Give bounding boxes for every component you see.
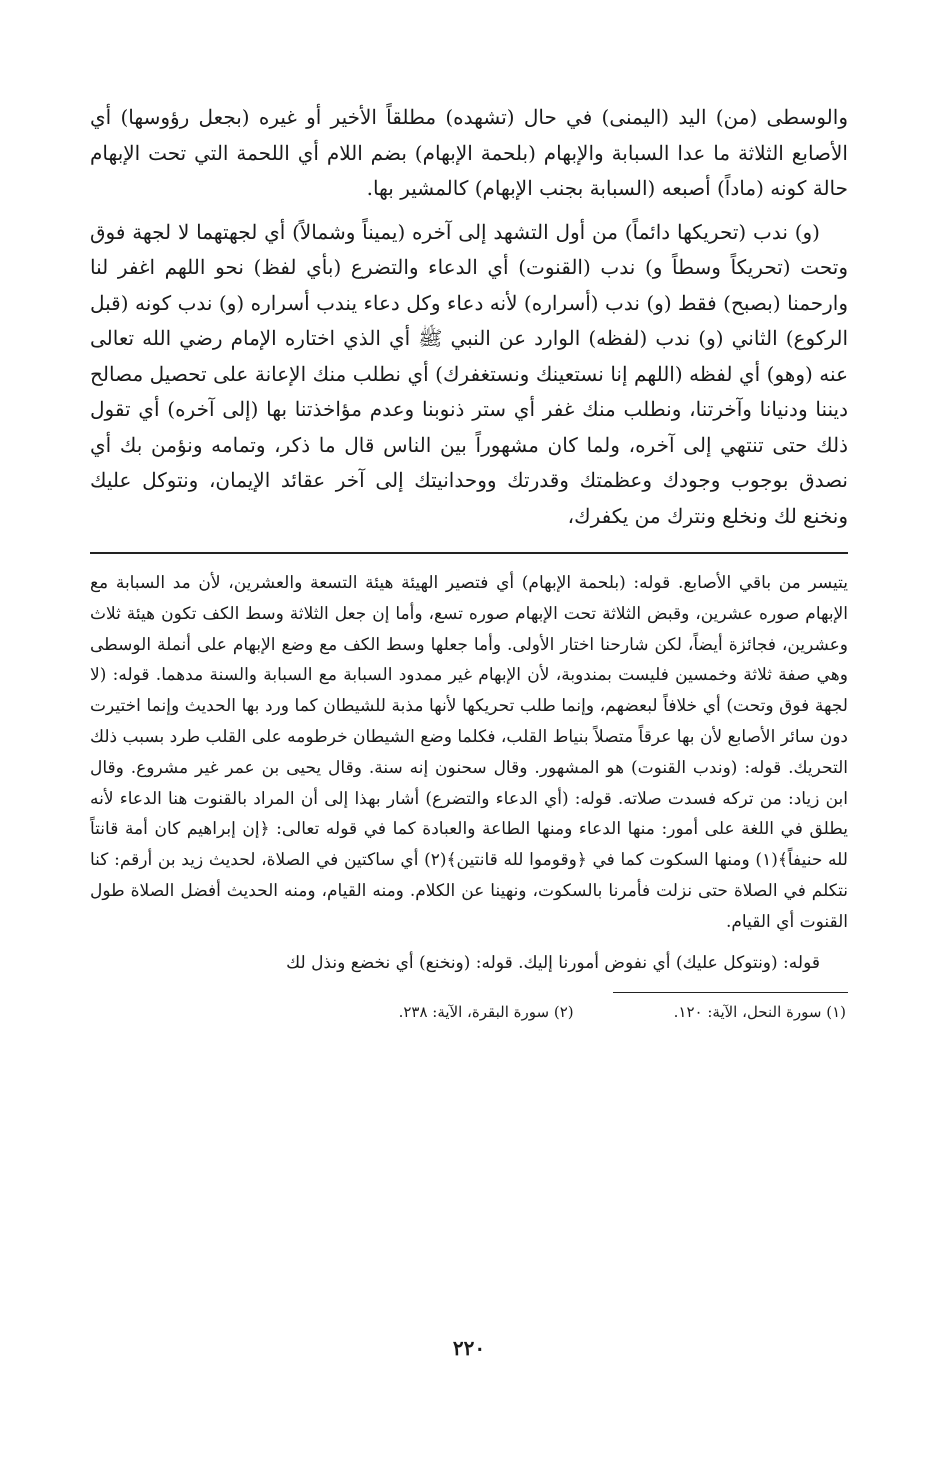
commentary-separator: [90, 552, 848, 554]
main-paragraph-1: والوسطى (من) اليد (اليمنى) في حال (تشهده) مطلقاً الأخير أو غيره (بجعل رؤوسها) أي الأصابع الثلاثة ما عدا السبابة والإبهام (بلحمة الإبهام) بضم اللام أي اللحمة التي تحت الإبهام حالة كونه (ماداً) أصبعه (السبابة بجنب الإبهام) كالمشير بها.: [90, 105, 848, 200]
main-paragraph-2: (و) ندب (تحريكها دائماً) من أول التشهد إلى آخره (يميناً وشمالاً) أي لجهتهما لا لجهة فوق وتحت (تحريكاً وسطاً و) ندب (القنوت) أي الدعاء والتضرع (بأي لفظ) نحو اللهم اغفر لنا وارحمنا (بصبح) فقط (و) ندب (أسراره) لأنه دعاء وكل دعاء يندب أسراره (و) ندب كونه (قبل الركوع) الثاني (و) ندب (لفظه) الوارد عن النبي ﷺ أي الذي اختاره الإمام رضي الله تعالى عنه (وهو) أي لفظه (اللهم إنا نستعينك ونستغفرك) أي نطلب منك الإعانة على تحصيل مصالح ديننا ودنيانا وآخرتنا، ونطلب منك غفر أي ستر ذنوبنا وعدم مؤاخذتنا بها (إلى آخره) أي تقول ذلك حتى تنتهي إلى آخره، ولما كان مشهوراً بين الناس قال ما ذكر، وتمامه ونؤمن بك أي نصدق بوجوب وجودك وعظمتك وقدرتك ووحدانيتك إلى آخر عقائد الإيمان، ونتوكل عليك ونخنع لك ونخلع ونترك من يكفرك،: [90, 219, 849, 528]
footnotes: [90, 1003, 848, 1021]
page-number: ٢٢٠: [452, 1336, 486, 1360]
footnote-2: (٢) سورة البقرة، الآية: ٢٣٨.: [398, 1003, 574, 1022]
page-content: [90, 100, 848, 1021]
footnote-separator: [613, 992, 848, 993]
commentary: [90, 568, 848, 978]
commentary-paragraph-1: يتيسر من باقي الأصابع. قوله: (بلحمة الإبهام) أي فتصير الهيئة هيئة التسعة والعشرين، لأن مد السبابة مع الإبهام صوره عشرين، وقبض الثلاثة تحت الإبهام صوره تسع، وأما إن جعل الثلاثة وسط الكف تكون هيئة ثلاث وعشرين، فجائزة أيضاً، لكن شارحنا اختار الأولى. وأما جعلها وسط الكف مع وضع الإبهام على أنملة الوسطى وهي صفة ثلاثة وخمسين فليست بمندوبة، لأن الإبهام غير ممدود السبابة مع السبابة والسنة مدهما. قوله: (لا لجهة فوق وتحت) أي خلافاً لبعضهم، وإنما طلب تحريكها لأنها مذبة للشيطان كما ورد بها الحديث وإنما اختيرت دون سائر الأصابع لأن بها عرقاً متصلاً بنياط القلب، فكلما وضع الشيطان خرطومه على القلب طرد بسبب ذلك التحريك. قوله: (وندب القنوت) هو المشهور. وقال سحنون إنه سنة. وقال يحيى بن عمر غير مشروع. وقال ابن زياد: من تركه فسدت صلاته. قوله: (أي الدعاء والتضرع) أشار بهذا إلى أن المراد بالقنوت هنا الدعاء لأنه يطلق في اللغة على أمور: منها الدعاء ومنها الطاعة والعبادة كما في قوله تعالى: ﴿إن إبراهيم كان أمة قانتاً لله حنيفاً﴾(١) ومنها السكوت كما في ﴿وقوموا لله قانتين﴾(٢) أي ساكتين في الصلاة، لحديث زيد بن أرقم: كنا نتكلم في الصلاة حتى نزلت فأمرنا بالسكوت، ونهينا عن الكلام. ومنه القيام، ومنه الحديث أفضل الصلاة طول القنوت أي القيام.: [90, 573, 848, 932]
main-text: [90, 100, 848, 534]
commentary-paragraph-2: قوله: (ونتوكل عليك) أي نفوض أمورنا إليك. قوله: (ونخنع) أي نخضع ونذل لك: [286, 952, 820, 973]
footnote-1: (١) سورة النحل، الآية: ١٢٠.: [673, 1003, 846, 1022]
